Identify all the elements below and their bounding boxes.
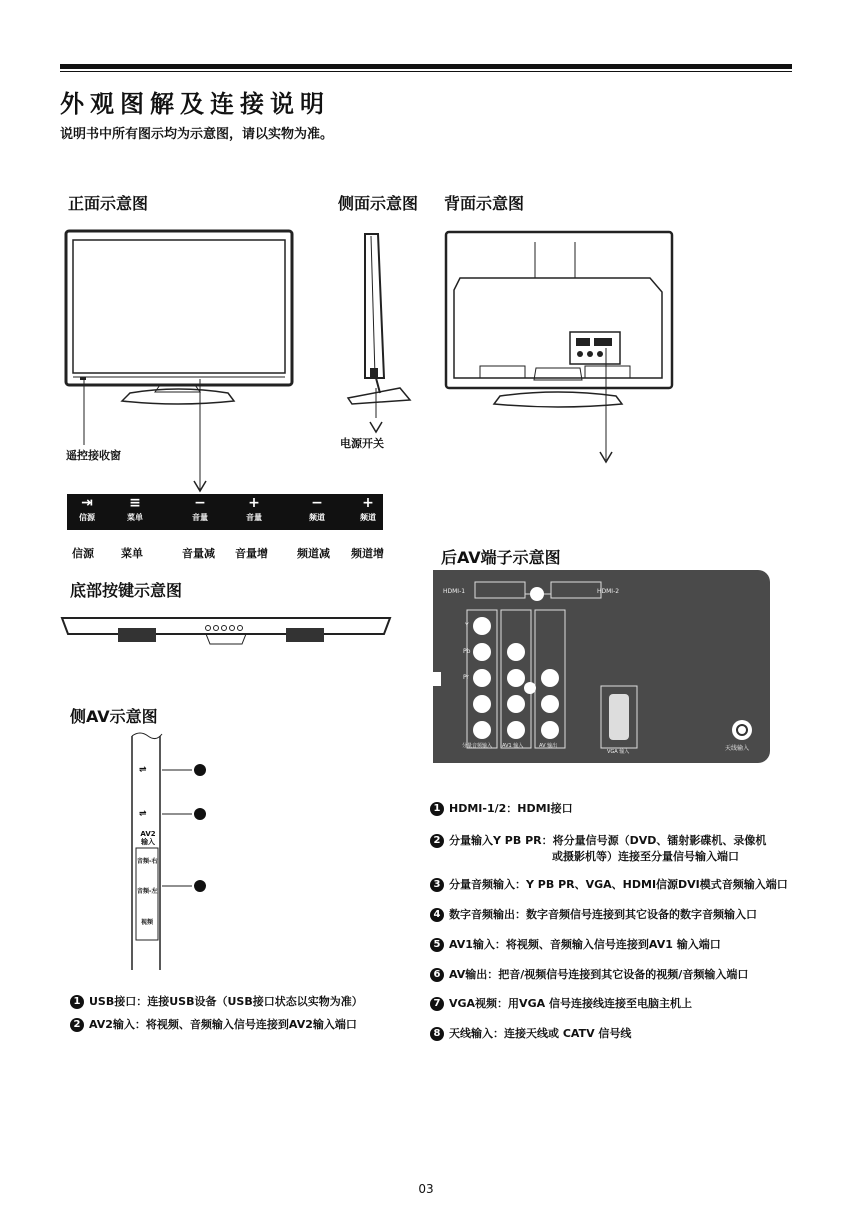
callout-number: 7 <box>430 997 444 1011</box>
page-number: 03 <box>418 1182 434 1196</box>
key-label-ch-up: 频道增 <box>351 547 384 560</box>
component-in-label: 分量音频输入 <box>462 743 493 749</box>
callout-number: 4 <box>430 908 444 922</box>
callout-number: 3 <box>430 878 444 892</box>
rear-note-2-cont: 或摄影机等）连接至分量信号输入端口 <box>552 850 739 863</box>
audio-right-label: 音频-右 <box>137 858 158 865</box>
key-label-source: 信源 <box>72 547 94 560</box>
tv-back-illustration <box>440 228 680 468</box>
av-out-label: AV 输出 <box>539 743 558 749</box>
callout-number: 2 <box>430 834 444 848</box>
key-label-vol-up: 音量增 <box>235 547 268 560</box>
key-menu[interactable]: ≡ 菜单 <box>115 494 155 530</box>
plus-icon: + <box>248 495 260 511</box>
minus-icon: − <box>194 495 206 511</box>
usb-icon: ⇌ <box>139 809 147 819</box>
page-subtitle: 说明书中所有图示均为示意图，请以实物为准。 <box>60 127 334 142</box>
callout-number: 2 <box>70 1018 84 1032</box>
section-side-av-title: 侧AV示意图 <box>70 707 158 726</box>
side-note-1: 1 USB接口：连接USB设备（USB接口状态以实物为准） <box>70 993 363 1009</box>
key-channel-down[interactable]: − 频道 <box>297 494 337 530</box>
pr-label: Pr <box>463 674 469 681</box>
power-arrow <box>368 412 384 434</box>
tv-side-illustration <box>340 228 420 418</box>
header-rule <box>60 64 792 69</box>
rear-note-4: 4 数字音频输出：数字音频信号连接到其它设备的数字音频输入口 <box>430 906 757 922</box>
key-source[interactable]: ⇥ 信源 <box>67 494 107 530</box>
rear-note-8: 8 天线输入：连接天线或 CATV 信号线 <box>430 1025 631 1041</box>
key-volume-down[interactable]: − 音量 <box>180 494 220 530</box>
tv-bottom-illustration <box>58 612 398 652</box>
page-title: 外观图解及连接说明 <box>60 90 330 118</box>
remote-window-label: 遥控接收窗 <box>66 449 121 462</box>
vga-in-label: VGA 输入 <box>607 749 630 755</box>
video-label: 视频 <box>141 919 154 926</box>
rear-note-2: 2 分量输入Y PB PR：将分量信号源（DVD、镭射影碟机、录像机 <box>430 832 766 848</box>
section-front-title: 正面示意图 <box>68 194 149 213</box>
rear-av-ports <box>433 570 770 763</box>
key-volume-up[interactable]: + 音量 <box>234 494 274 530</box>
key-channel-up[interactable]: + 频道 <box>348 494 388 530</box>
front-leader-lines <box>60 375 220 500</box>
side-av-callouts <box>160 762 210 892</box>
antenna-in-label: 天线输入 <box>725 745 750 752</box>
pb-label: Pb <box>463 648 471 655</box>
rear-note-1: 1 HDMI-1/2：HDMI接口 <box>430 800 573 816</box>
key-label-ch-down: 频道减 <box>297 547 330 560</box>
key-label-menu: 菜单 <box>121 547 143 560</box>
power-switch-label: 电源开关 <box>340 437 384 450</box>
rear-note-3: 3 分量音频输入：Y PB PR、VGA、HDMI信源DVI模式音频输入端口 <box>430 876 788 892</box>
key-panel <box>67 494 383 530</box>
header-rule-thin <box>60 71 792 72</box>
audio-left-label: 音频-左 <box>137 888 158 895</box>
hdmi2-label: HDMI-2 <box>597 588 620 595</box>
av1-in-label: AV1 输入 <box>502 743 524 749</box>
minus-icon: − <box>311 495 323 511</box>
av2-input-label: AV2 输入 <box>140 830 156 846</box>
rear-note-6: 6 AV输出：把音/视频信号连接到其它设备的视频/音频输入端口 <box>430 966 748 982</box>
hdmi1-label: HDMI-1 <box>443 588 466 595</box>
source-icon: ⇥ <box>81 495 93 511</box>
plus-icon: + <box>362 495 374 511</box>
callout-number: 1 <box>70 995 84 1009</box>
y-label: Y <box>465 622 469 629</box>
section-back-title: 背面示意图 <box>444 194 525 213</box>
key-label-vol-down: 音量减 <box>182 547 215 560</box>
menu-icon: ≡ <box>129 495 141 511</box>
callout-number: 1 <box>430 802 444 816</box>
side-note-2: 2 AV2输入：将视频、音频输入信号连接到AV2输入端口 <box>70 1016 357 1032</box>
callout-number: 6 <box>430 968 444 982</box>
rear-note-5: 5 AV1输入：将视频、音频输入信号连接到AV1 输入端口 <box>430 936 721 952</box>
rear-note-7: 7 VGA视频：用VGA 信号连接线连接至电脑主机上 <box>430 995 692 1011</box>
section-bottom-keys-title: 底部按键示意图 <box>70 581 183 600</box>
usb-icon: ⇌ <box>139 765 147 775</box>
callout-number: 8 <box>430 1027 444 1041</box>
callout-number: 5 <box>430 938 444 952</box>
section-side-title: 侧面示意图 <box>338 194 419 213</box>
section-rear-av-title: 后AV端子示意图 <box>441 548 561 567</box>
